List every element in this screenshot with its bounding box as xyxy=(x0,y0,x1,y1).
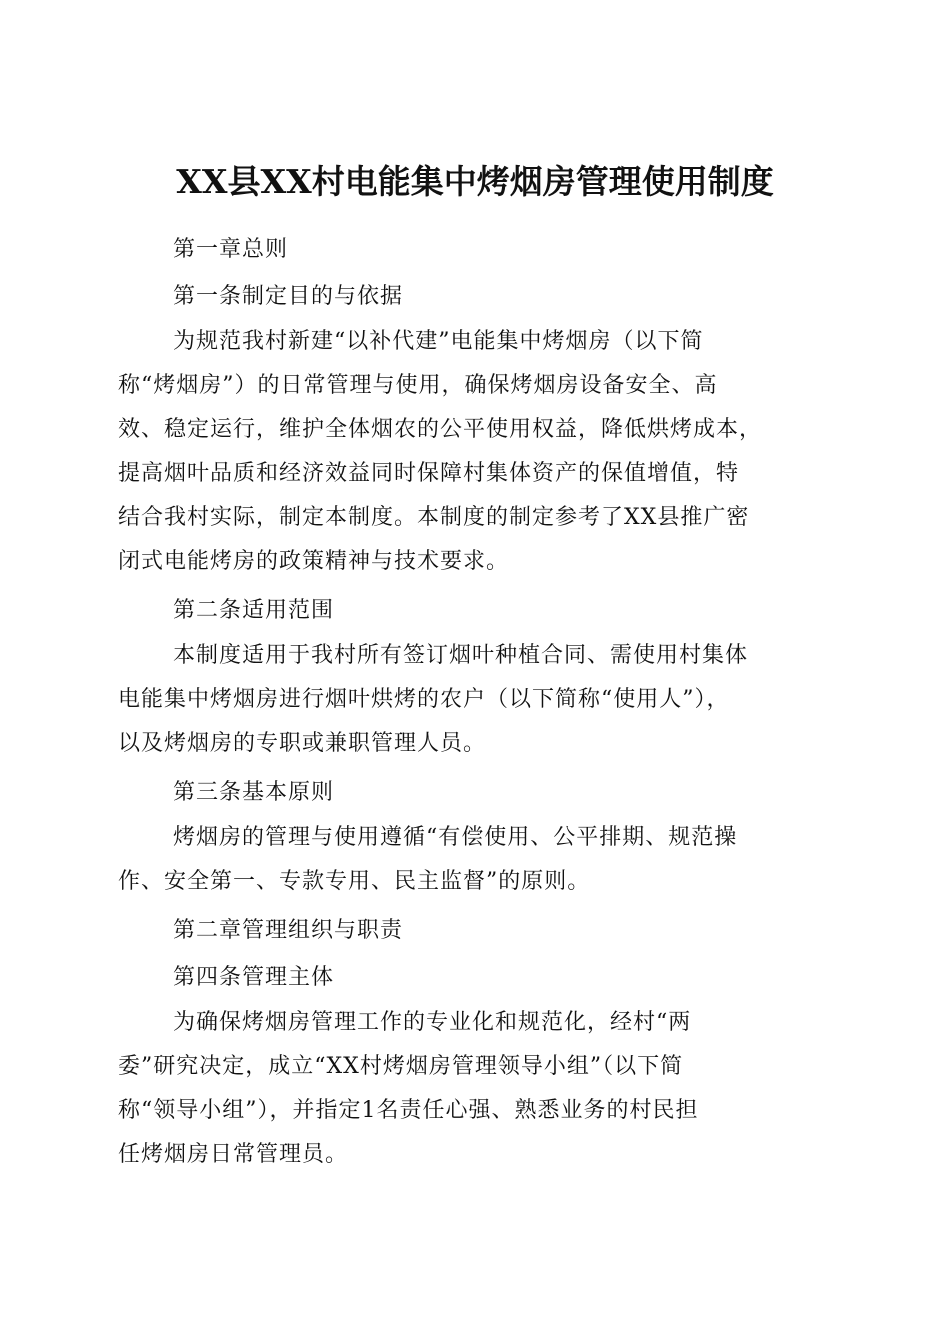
paragraph xyxy=(118,320,830,584)
article-heading: 第二条适用范围 xyxy=(173,598,335,623)
paragraph-line: 本制度适用于我村所有签订烟叶种植合同、需使用村集体 xyxy=(173,643,749,668)
paragraph-line: 称“领导小组”），并指定1名责任心强、熟悉业务的村民担 xyxy=(118,1098,699,1123)
paragraph-line: 结合我村实际，制定本制度。本制度的制定参考了XX县推广密 xyxy=(118,505,750,530)
article-heading: 第一条制定目的与依据 xyxy=(173,284,404,309)
paragraph-line: 闭式电能烤房的政策精神与技术要求。 xyxy=(118,549,510,574)
document-title: XX县XX村电能集中烤烟房管理使用制度 xyxy=(176,162,774,202)
paragraph-line: 提高烟叶品质和经济效益同时保障村集体资产的保值增值，特 xyxy=(118,461,740,486)
document-body xyxy=(118,226,830,1180)
article-heading: 第四条管理主体 xyxy=(173,965,335,990)
paragraph-line: 以及烤烟房的专职或兼职管理人员。 xyxy=(118,731,487,756)
paragraph xyxy=(118,634,830,766)
paragraph-line: 效、稳定运行，维护全体烟农的公平使用权益，降低烘烤成本， xyxy=(118,417,763,442)
paragraph-line: 电能集中烤烟房进行烟叶烘烤的农户（以下简称“使用人”）， xyxy=(118,687,730,712)
paragraph-line: 作、安全第一、专款专用、民主监督”的原则。 xyxy=(118,869,591,894)
paragraph-line: 为确保烤烟房管理工作的专业化和规范化，经村“两 xyxy=(173,1010,692,1035)
paragraph-line: 为规范我村新建“以补代建”电能集中烤烟房（以下简 xyxy=(173,329,704,354)
paragraph-line: 称“烤烟房”）的日常管理与使用，确保烤烟房设备安全、高 xyxy=(118,373,718,398)
chapter-heading: 第二章管理组织与职责 xyxy=(173,918,404,943)
paragraph-line: 烤烟房的管理与使用遵循“有偿使用、公平排期、规范操 xyxy=(173,825,738,850)
chapter-heading: 第一章总则 xyxy=(173,237,289,262)
article-heading: 第三条基本原则 xyxy=(173,780,335,805)
paragraph-line: 委”研究决定，成立“XX村烤烟房管理领导小组”（以下简 xyxy=(118,1054,684,1079)
paragraph-line: 任烤烟房日常管理员。 xyxy=(118,1142,349,1167)
paragraph xyxy=(118,816,830,904)
paragraph xyxy=(118,1001,830,1177)
